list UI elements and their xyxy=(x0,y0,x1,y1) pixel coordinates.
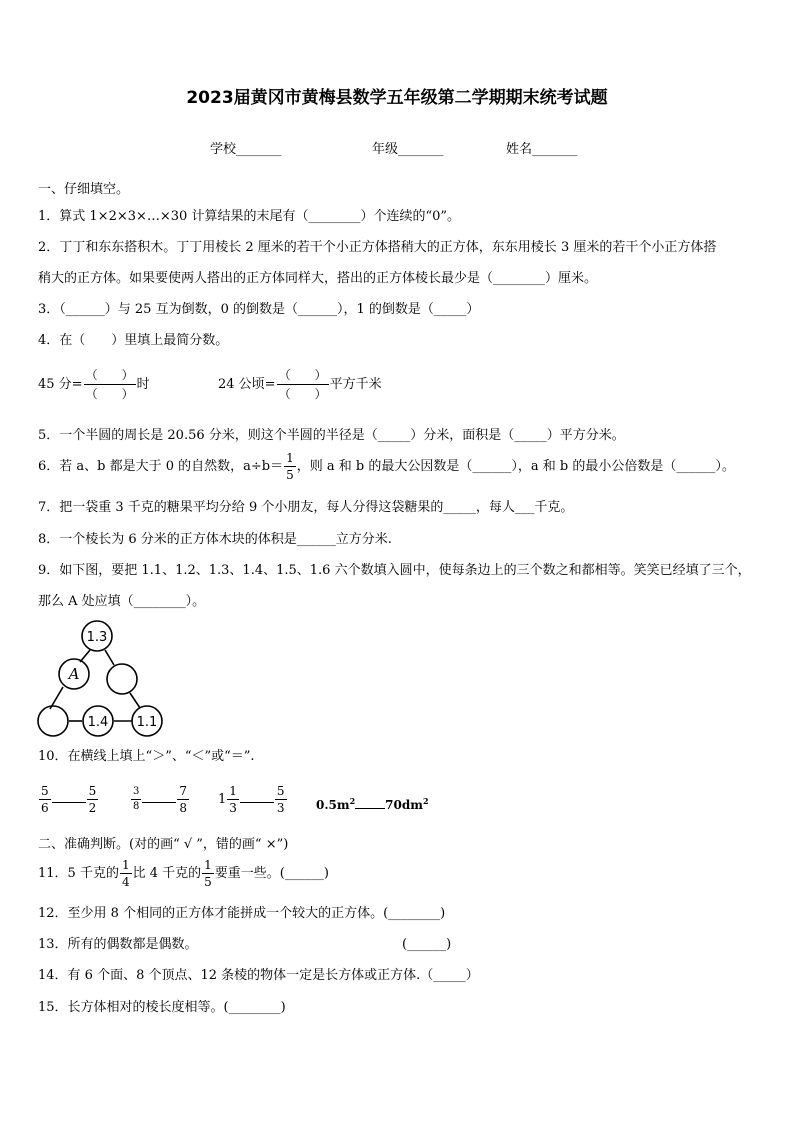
section-1-heading: 一、仔细填空。 xyxy=(38,182,130,197)
question-3: 3．（______）与 25 互为倒数，0 的倒数是（______），1 的倒数是（_____） xyxy=(38,302,480,317)
circle-bottom-mid-label: 1.4 xyxy=(87,715,109,730)
question-13: 13．所有的偶数都是偶数。 xyxy=(38,937,198,952)
circle-left-label: A xyxy=(68,665,80,683)
comparison-1: $\frac{5}{6}$ $\frac{5}{2}$ xyxy=(41,784,97,815)
question-4-item-b: 24 公顷= $\frac{( )}{( )}$ 平方千米 xyxy=(218,368,382,401)
question-5: 5．一个半圆的周长是 20.56 分米，则这个半圆的半径是（_____）分米，面积是（_____）平方分米。 xyxy=(38,428,625,443)
question-12: 12．至少用 8 个相同的正方体才能拼成一个较大的正方体。(________) xyxy=(38,906,446,921)
question-10: 10．在横线上填上“＞”、“＜”或“＝”. xyxy=(38,749,255,764)
comparison-2: $\frac{3}{8}$ $\frac{7}{8}$ xyxy=(133,784,188,815)
circle-right xyxy=(107,664,137,694)
school-field: 学校_______ xyxy=(210,142,282,157)
question-2-line-1: 2．丁丁和东东搭积木。丁丁用棱长 2 厘米的若干个小正方体搭稍大的正方体，东东用棱长 3 厘米的若干个小正方体搭 xyxy=(38,240,717,255)
name-field: 姓名_______ xyxy=(506,142,578,157)
comparison-3: 1 $\frac{1}{3}$ $\frac{5}{3}$ xyxy=(218,784,285,815)
question-1: 1．算式 1×2×3×…×30 计算结果的末尾有（________）个连续的“0”。 xyxy=(38,209,461,224)
edge-top-right xyxy=(105,650,114,665)
question-4-item-a: 45 分= $\frac{( )}{( )}$ 时 xyxy=(38,368,150,401)
question-9-line-2: 那么 A 处应填（________）。 xyxy=(38,594,206,609)
page-title: 2023届黄冈市黄梅县数学五年级第二学期期末统考试题 xyxy=(186,88,608,108)
edge-right-lower xyxy=(130,693,140,708)
circle-bottom-right-label: 1.1 xyxy=(136,715,158,730)
question-7: 7．把一袋重 3 千克的糖果平均分给 9 个小朋友，每人分得这袋糖果的_____，每人___千克。 xyxy=(38,500,574,515)
question-15: 15．长方体相对的棱长度相等。(________) xyxy=(38,1000,286,1015)
circle-top-label: 1.3 xyxy=(86,630,108,645)
question-4: 4．在（ ）里填上最简分数。 xyxy=(38,333,229,348)
question-14: 14．有 6 个面、8 个顶点、12 条棱的物体一定是长方体或正方体.（_____） xyxy=(38,968,479,983)
section-2-heading: 二、准确判断。(对的画“ √ ”，错的画“ ×”) xyxy=(38,837,289,852)
question-8: 8．一个棱长为 6 分米的正方体木块的体积是______立方分米. xyxy=(38,532,392,547)
question-11: 11．5 千克的 $\frac{1}{4}$ 比 4 千克的 $\frac{1}{5}$ 要重一些。(______) xyxy=(38,858,329,889)
triangle-circle-diagram xyxy=(32,620,168,742)
comparison-4: $0.5m^2$ $70dm^2$ xyxy=(316,796,429,812)
question-9-line-1: 9．如下图，要把 1.1、1.2、1.3、1.4、1.5、1.6 六个数填入圆中，使每条边上的三个数之和都相等。笑笑已经填了三个， xyxy=(38,563,751,578)
circle-bottom-left xyxy=(38,706,68,736)
question-6: 6．若 a、b 都是大于 0 的自然数，a÷b＝ $\frac{1}{5}$ ，则 a 和 b 的最大公因数是（______），a 和 b 的最小公倍数是（______）。 xyxy=(38,451,735,482)
question-2-line-2: 稍大的正方体。如果要使两人搭出的正方体同样大，搭出的正方体棱长最少是（________）厘米。 xyxy=(38,271,598,286)
grade-field: 年级_______ xyxy=(372,142,444,157)
question-13-answer: (______) xyxy=(402,937,452,952)
